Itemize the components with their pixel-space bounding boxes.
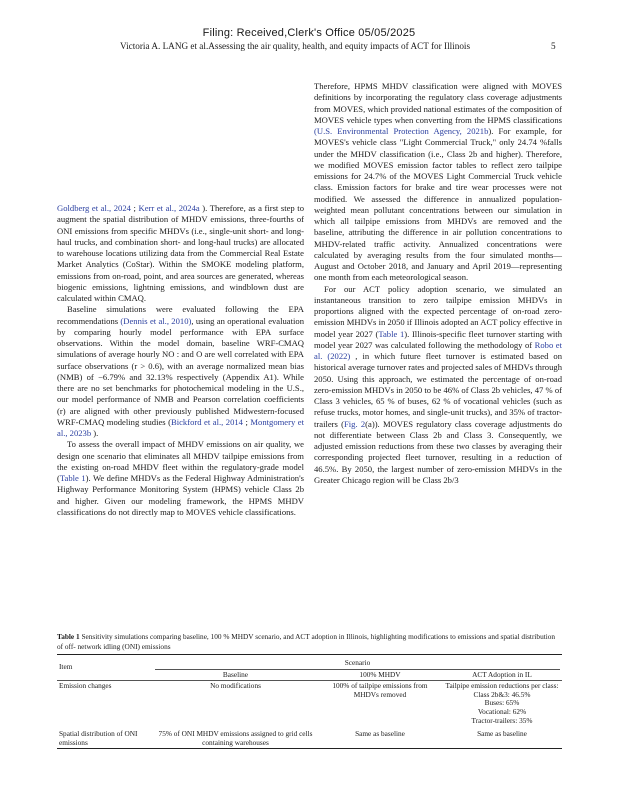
table-row: [57, 681, 562, 726]
table-cell: 100% of tailpipe emissions from MHDVs removed: [332, 681, 428, 699]
item-header: Item: [59, 662, 73, 672]
paragraph: For our ACT policy adoption scenario, we simulated an instantaneous transition to zero tailpipe emission MHDVs in proportions aligned with the expected percentage of on-road zero-emission MHDVs in 2050 if Illinois adopted an ACT policy effective in model year 2027 (Table 1). Illinois-specific fleet turnover starting with model year 2027 was calculated following the methodology of Robo et al. (2022) , in which future fleet turnover is estimated based on historical average turnover rates and projected sales of MHDVs through 2050. Using this approach, we estimated the percentage of on-road zero-emission MHDVs in 2050 to be 46% of Class 2b vehicles, 47 % of Class 3 vehicles, 65 % of buses, 62 % of vocational vehicles (such as refuse trucks, motor homes, and single-unit trucks), and 35% of tractor-trailers (Fig. 2(a)). MOVES regulatory class coverage adjustments do not differentiate between Class 2b and Class 3. Consequently, we adjusted emission reductions from these two classes by averaging their corresponding projected fleet turnover, resulting in a reduction of 46.5%. By 2050, the largest number of zero-emission MHDVs in the Greater Chicago region will be Class 2b/3: [314, 283, 563, 485]
filing-stamp: Filing: Received,Clerk's Office 05/05/2025: [202, 27, 416, 39]
table-label: Table 1: [57, 632, 80, 641]
column-header: ACT Adoption in IL: [472, 669, 532, 679]
citation-link[interactable]: Bickford et al., 2014: [171, 416, 243, 427]
table-cell: Spatial distribution of ONI emissions: [59, 729, 138, 747]
paragraph: Goldberg et al., 2024 ; Kerr et al., 2024a ). Therefore, as a first step to augment the spatial distribution of MHDV emissions, three-fourths of ONI emissions from specific MHDVs (i.e., single-unit short- and long-haul trucks, and combination short- and long-haul trucks) are allocated to warehouse locations utilizing data from the Commercial Real Estate Market Analytics (CoStar). Within the SMOKE modeling platform, emissions from on-road, point, and area sources are generated, whereas biogenic emissions, lightning emissions, and windblown dust are calculated within CMAQ.: [57, 203, 304, 303]
citation-link[interactable]: Goldberg et al., 2024: [57, 203, 131, 213]
table-caption: Table 1 Sensitivity simulations comparing baseline, 100 % MHDV scenario, and ACT adoption in Illinois, highlighting modifications to emissions and spatial distribution of off- network idling (ONI) emissions: [57, 632, 556, 651]
column-header: Baseline: [222, 669, 249, 679]
paragraph: To assess the overall impact of MHDV emissions on air quality, we design one scenario that eliminates all MHDV tailpipe emissions from the existing on-road MHDV fleet within the regulatory-grade model (Table 1). We define MHDVs as the Federal Highway Administration's Highway Performance Monitoring System (HPMS) vehicle Class 2b and higher. Given our modeling framework, the HPMS MHDV classifications do not directly map to MOVES vehicle classifications.: [57, 439, 304, 517]
left-column: [57, 203, 304, 518]
right-column: [314, 81, 562, 486]
table-cell: Same as baseline: [477, 729, 527, 739]
paragraph: Therefore, HPMS MHDV classification were aligned with MOVES definitions by incorporating the regulatory class coverage adjustments from MOVES, which provided national estimates of the composition of MOVES vehicle types when converting from the HPMS classifications (U.S. Environmental Protection Agency, 2021b). For example, for MOVES's vehicle class "Light Commercial Truck," only 24.74 %falls under the MHDV classification (i.e., Class 2b and higher). Therefore, we modified MOVES emission factor tables to reflect zero tailpipe emissions for 24.7% of the MOVES Light Commercial Truck vehicle class. Emission factors for brake and tire wear processes were not modified. We assessed the difference in annualized population-weighted mean pollutant concentrations between our simulation in which all tailpipe emissions from MHDVs are removed and the baseline, attributing the difference in air pollution concentrations to MHDV-related traffic activity. Annualized concentrations were calculated by averaging results from the four simulated months—August and October 2018, and January and April 2019—representing one month from each meteorological season.: [314, 81, 563, 283]
citation-link[interactable]: (U.S. Environmental Protection Agency, 2021b: [314, 126, 489, 136]
table-cell: Same as baseline: [355, 729, 405, 739]
table-link[interactable]: Table 1: [378, 328, 405, 339]
running-title: Victoria A. LANG et al.Assessing the air quality, health, and equity impacts of ACT for Illinois: [120, 41, 471, 51]
column-header: 100% MHDV: [359, 669, 401, 679]
table-cell: Tailpipe emission reductions per class: Class 2b&3: 46.5% Buses: 65% Vocational: 62% Tractor-trailers: 35%: [445, 681, 559, 725]
citation-link[interactable]: Robo et al. (2022): [314, 339, 562, 361]
citation-link[interactable]: (Dennis et al., 2010): [120, 315, 192, 326]
scenario-header: Scenario: [344, 658, 371, 667]
table-cell: Emission changes: [59, 681, 112, 691]
table-cell: No modifications: [210, 681, 261, 691]
table-cell: 75% of ONI MHDV emissions assigned to grid cells containing warehouses: [158, 729, 313, 747]
sensitivity-table: [57, 654, 562, 749]
table-link[interactable]: Table 1: [59, 473, 86, 483]
paragraph: Baseline simulations were evaluated following the EPA recommendations (Dennis et al., 2010), using an operational evaluation by comparing hourly model performance with EPA surface observations. Within the model domain, baseline WRF-CMAQ simulations of average hourly NO : and O are well correlated with EPA surface observations (r > 0.6), with an average normalized mean bias (NMB) of −6.79% and 32.13% respectively (Appendix A1). While there are no set benchmarks for photochemical modeling in the U.S., our model performance of NMB and Pearson correlation coefficients (r) are aligned with other previously published Midwestern-focused WRF-CMAQ modeling studies (Bickford et al., 2014 ; Montgomery et al., 2023b ).: [57, 304, 305, 438]
citation-link[interactable]: Kerr et al., 2024a: [138, 203, 200, 213]
citation-link[interactable]: Montgomery et al., 2023b: [57, 416, 304, 438]
table-row: [57, 726, 562, 749]
figure-link[interactable]: Fig. 2: [343, 418, 366, 429]
page-number: 5: [551, 41, 556, 51]
